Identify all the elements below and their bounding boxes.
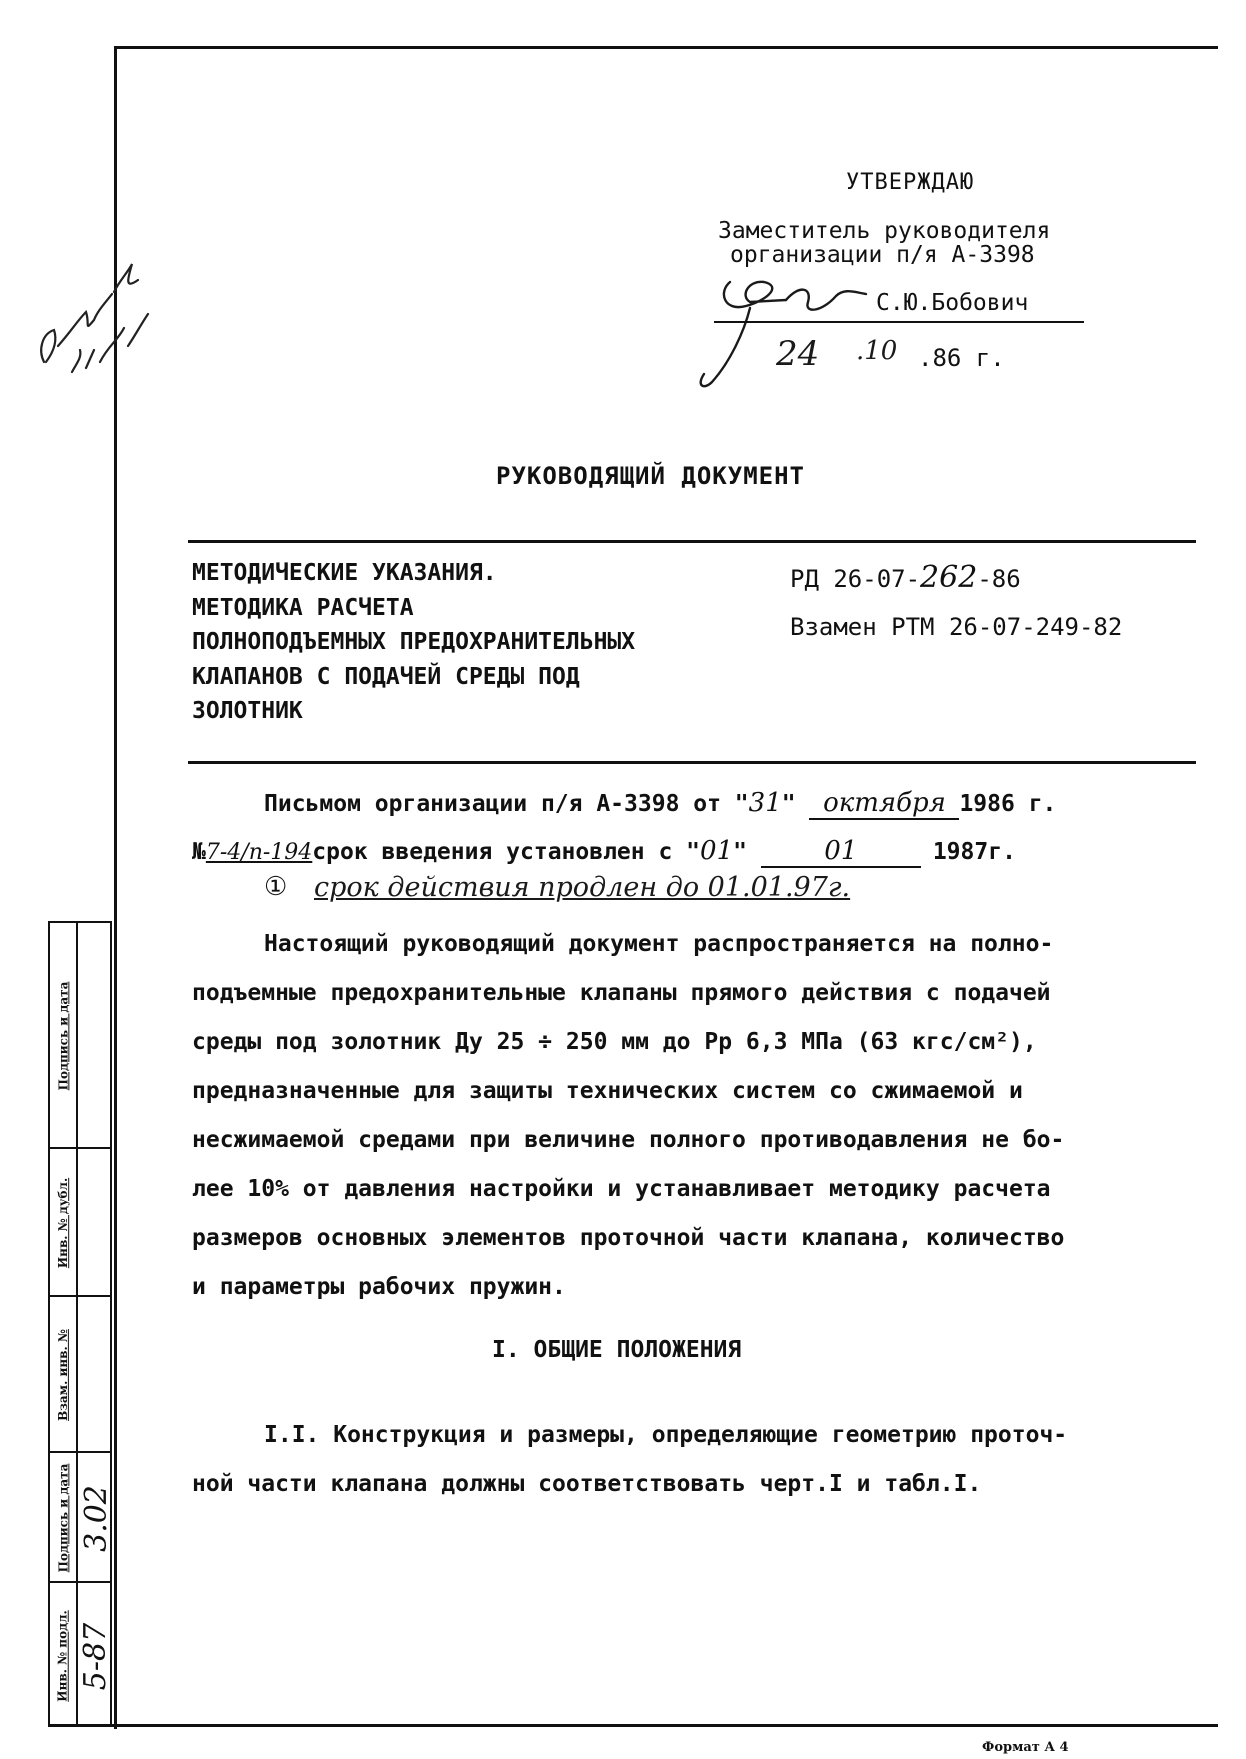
intro-text: ": [733, 839, 761, 865]
stamp-label: Инв. № дубл.: [56, 1177, 71, 1269]
stamp-label: Взам. инв. №: [56, 1329, 70, 1421]
paragraph-line: и параметры рабочих пружин.: [192, 1274, 566, 1300]
letter-text: ": [781, 791, 810, 817]
letter-year: 1986 г.: [959, 791, 1057, 817]
paragraph-line: предназначенные для защиты технических систем со сжимаемой и: [192, 1078, 1023, 1104]
section-title: I. ОБЩИЕ ПОЛОЖЕНИЯ: [492, 1337, 742, 1363]
document-code-suffix: -86: [977, 565, 1021, 593]
approver-name: С.Ю.Бобович: [876, 290, 1029, 316]
stamp-value: 3.02: [78, 1484, 114, 1552]
title-line: ЗОЛОТНИК: [192, 698, 303, 724]
approval-date-month: .10: [856, 336, 898, 366]
paragraph-line: несжимаемой средами при величине полного противодавления не бо-: [192, 1127, 1065, 1153]
frame-top-border: [114, 46, 1218, 49]
margin-handwritten-note: [28, 250, 158, 380]
intro-day: 01: [700, 836, 734, 866]
letter-number-sign: №: [192, 839, 206, 865]
clause-1-1: [192, 1411, 1067, 1509]
page-format-label: Формат А 4: [982, 1740, 1069, 1755]
stamp-value: 5-87: [78, 1622, 114, 1690]
intro-year: 1987г.: [932, 839, 1016, 865]
frame-bottom-border: [48, 1724, 1218, 1727]
letter-reference-line: [264, 788, 1056, 820]
letter-number: 7-4/п-194: [205, 840, 313, 865]
margin-stamp-table: [48, 921, 112, 1727]
introduction-date-line: [192, 836, 1016, 868]
letter-text: Письмом организации п/я А-3398 от ": [264, 791, 749, 817]
letter-month: октября: [809, 788, 959, 820]
paragraph-line: размеров основных элементов проточной части клапана, количество: [192, 1225, 1065, 1251]
paragraph-line: Настоящий руководящий документ распространяется на полно-: [264, 931, 1054, 957]
document-code: [790, 560, 1021, 595]
title-block-bottom-rule: [188, 761, 1196, 764]
handwritten-signature: [690, 262, 890, 402]
stamp-value: [78, 1297, 114, 1453]
paragraph-line: лее 10% от давления настройки и устанавливает методику расчета: [192, 1176, 1051, 1202]
document-code-number: 262: [920, 560, 978, 595]
stamp-label: Подпись и дата: [56, 1463, 70, 1573]
letter-day: 31: [748, 788, 782, 818]
stamp-value: [78, 1149, 114, 1297]
document-code-prefix: РД 26-07-: [790, 565, 921, 593]
clause-line: ной части клапана должны соответствовать черт.I и табл.I.: [192, 1471, 982, 1497]
replaces-document: Взамен РТМ 26-07-249-82: [790, 613, 1123, 641]
paragraph-line: подъемные предохранительные клапаны прямого действия с подачей: [192, 980, 1051, 1006]
scope-paragraph: [192, 920, 1064, 1312]
amendment-mark: ①: [264, 872, 288, 902]
title-line: ПОЛНОПОДЪЕМНЫХ ПРЕДОХРАНИТЕЛЬНЫХ: [192, 629, 636, 655]
stamp-label: Подпись и дата: [56, 981, 70, 1091]
approver-organization: организации п/я А-3398: [730, 242, 1035, 268]
clause-line: I.I. Конструкция и размеры, определяющие геометрию проточ-: [264, 1422, 1068, 1448]
amendment-note: срок действия продлен до 01.01.97г.: [314, 872, 851, 903]
intro-month: 01: [761, 836, 921, 868]
title-block-top-rule: [188, 540, 1196, 543]
approval-date-year: .86 г.: [918, 344, 1005, 372]
signature-line: [714, 321, 1084, 323]
paragraph-line: среды под золотник Ду 25 ÷ 250 мм до Рр 6,3 МПа (63 кгс/см²),: [192, 1029, 1037, 1055]
intro-text: срок введения установлен с ": [312, 839, 701, 865]
title-line: МЕТОДИЧЕСКИЕ УКАЗАНИЯ.: [192, 560, 497, 586]
title-line: КЛАПАНОВ С ПОДАЧЕЙ СРЕДЫ ПОД: [192, 663, 580, 690]
stamp-value: [78, 923, 114, 1149]
approval-date-day: 24: [776, 334, 820, 374]
document-type-heading: РУКОВОДЯЩИЙ ДОКУМЕНТ: [496, 462, 805, 490]
document-title: [192, 556, 635, 729]
approver-position: Заместитель руководителя: [718, 218, 1051, 244]
approval-header: УТВЕРЖДАЮ: [846, 170, 975, 195]
stamp-label: Инв. № подл.: [56, 1610, 70, 1702]
title-line: МЕТОДИКА РАСЧЕТА: [192, 594, 414, 621]
